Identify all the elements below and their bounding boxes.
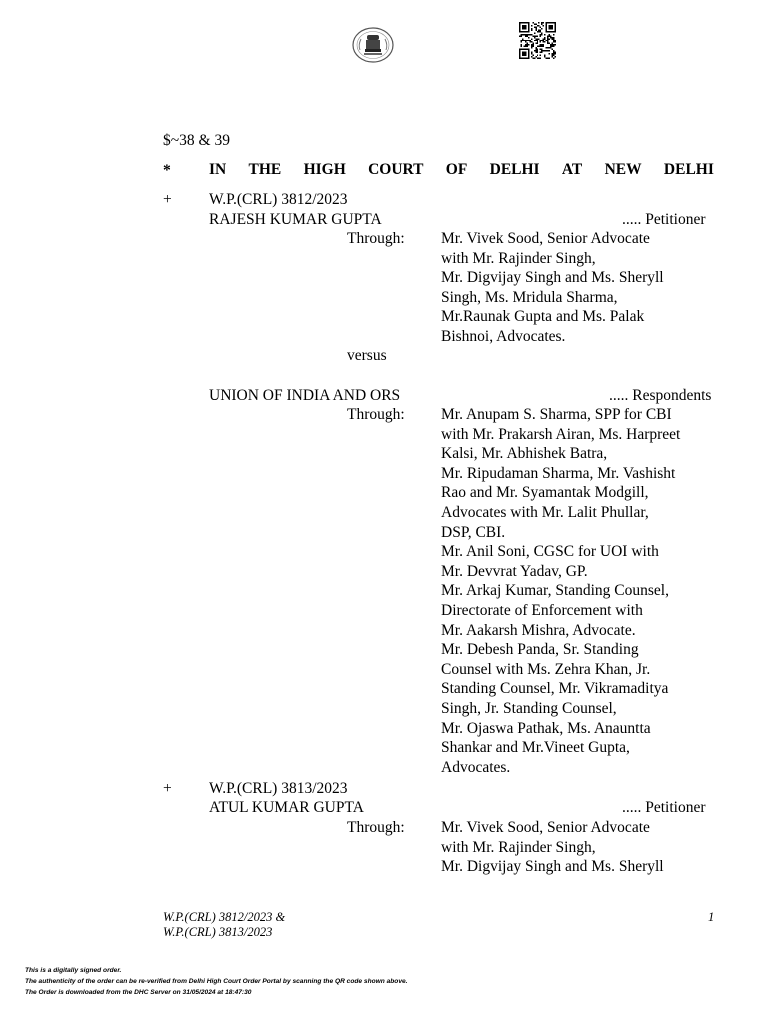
court-heading-word: OF (445, 161, 468, 178)
counsel-line: with Mr. Rajinder Singh, (441, 838, 596, 856)
case2-role: ..... Petitioner (622, 799, 706, 816)
list-marker: $~38 & 39 (163, 132, 230, 149)
counsel-line: Mr. Debesh Panda, Sr. Standing (441, 641, 639, 659)
court-heading-word: AT (561, 161, 583, 178)
national-emblem-icon (351, 26, 395, 64)
case2-petitioner-name: ATUL KUMAR GUPTA (209, 799, 364, 816)
counsel-line: Mr. Devvrat Yadav, GP. (441, 562, 588, 580)
digital-signature-notes (25, 966, 408, 998)
counsel-line: Advocates. (441, 758, 511, 776)
counsel-line: Mr. Digvijay Singh and Ms. Sheryll (441, 269, 664, 287)
counsel-line: Mr. Arkaj Kumar, Standing Counsel, (441, 582, 669, 600)
court-heading-word: DELHI (489, 161, 540, 178)
counsel-line: DSP, CBI. (441, 523, 506, 541)
counsel-line: Mr. Digvijay Singh and Ms. Sheryll (441, 858, 664, 876)
court-heading-word: THE (248, 161, 282, 178)
court-heading-word: COURT (368, 161, 424, 178)
counsel-line: Standing Counsel, Mr. Vikramaditya (441, 680, 669, 698)
respondent-through: Through: (347, 406, 405, 423)
counsel-line: Rao and Mr. Syamantak Modgill, (441, 484, 649, 502)
signature-note: The Order is downloaded from the DHC Server on 31/05/2024 at 18:47:30 (25, 988, 252, 996)
footer-ref-line: W.P.(CRL) 3813/2023 (163, 925, 273, 939)
counsel-line: with Mr. Prakarsh Airan, Ms. Harpreet (441, 425, 681, 443)
counsel-line: Mr. Anupam S. Sharma, SPP for CBI (441, 406, 672, 423)
court-heading-word: NEW (604, 161, 642, 178)
counsel-line: Mr. Vivek Sood, Senior Advocate (441, 230, 650, 247)
counsel-line: Mr. Aakarsh Mishra, Advocate. (441, 621, 636, 639)
counsel-line: Mr. Anil Soni, CGSC for UOI with (441, 543, 659, 561)
page-number: 1 (708, 910, 715, 924)
counsel-line: Singh, Jr. Standing Counsel, (441, 699, 617, 717)
case2-plus-marker: + (163, 780, 172, 797)
counsel-line: Kalsi, Mr. Abhishek Batra, (441, 445, 608, 463)
case1-plus-marker: + (163, 191, 172, 208)
counsel-line: Directorate of Enforcement with (441, 601, 643, 619)
case1-through: Through: (347, 230, 405, 247)
counsel-line: Singh, Ms. Mridula Sharma, (441, 288, 618, 306)
counsel-line: Shankar and Mr.Vineet Gupta, (441, 739, 630, 757)
star-marker: * (163, 162, 171, 179)
case1-number: W.P.(CRL) 3812/2023 (209, 191, 348, 208)
footer-ref-line: W.P.(CRL) 3812/2023 & (163, 910, 286, 924)
counsel-line: Mr.Raunak Gupta and Ms. Palak (441, 308, 645, 326)
respondent-role: ..... Respondents (609, 387, 712, 404)
case1-role: ..... Petitioner (622, 211, 706, 228)
counsel-line: Bishnoi, Advocates. (441, 327, 566, 345)
signature-note: This is a digitally signed order. (25, 967, 122, 974)
case2-counsel-list (441, 818, 664, 877)
court-heading-word: DELHI (663, 161, 714, 178)
respondent-name: UNION OF INDIA AND ORS (209, 387, 401, 404)
counsel-line: Counsel with Ms. Zehra Khan, Jr. (441, 660, 651, 678)
counsel-line: Mr. Ojaswa Pathak, Ms. Anauntta (441, 719, 651, 737)
case2-through: Through: (347, 819, 405, 836)
counsel-line: Mr. Vivek Sood, Senior Advocate (441, 819, 650, 836)
case1-petitioner-name: RAJESH KUMAR GUPTA (209, 211, 382, 228)
signature-note: The authenticity of the order can be re-verified from Delhi High Court Order Portal by scanning the QR code shown above. (25, 977, 408, 985)
counsel-line: with Mr. Rajinder Singh, (441, 249, 596, 267)
versus-label: versus (347, 347, 387, 364)
case1-counsel-list (441, 229, 664, 347)
respondent-counsel-list (441, 405, 680, 777)
case2-number: W.P.(CRL) 3813/2023 (209, 780, 348, 797)
court-heading (209, 161, 714, 179)
counsel-line: Mr. Ripudaman Sharma, Mr. Vashisht (441, 464, 676, 482)
counsel-line: Advocates with Mr. Lalit Phullar, (441, 503, 649, 521)
qr-code-icon[interactable] (519, 22, 556, 59)
footer-case-ref (163, 910, 285, 940)
court-heading-word: IN (209, 161, 227, 178)
court-heading-word: HIGH (303, 161, 346, 178)
